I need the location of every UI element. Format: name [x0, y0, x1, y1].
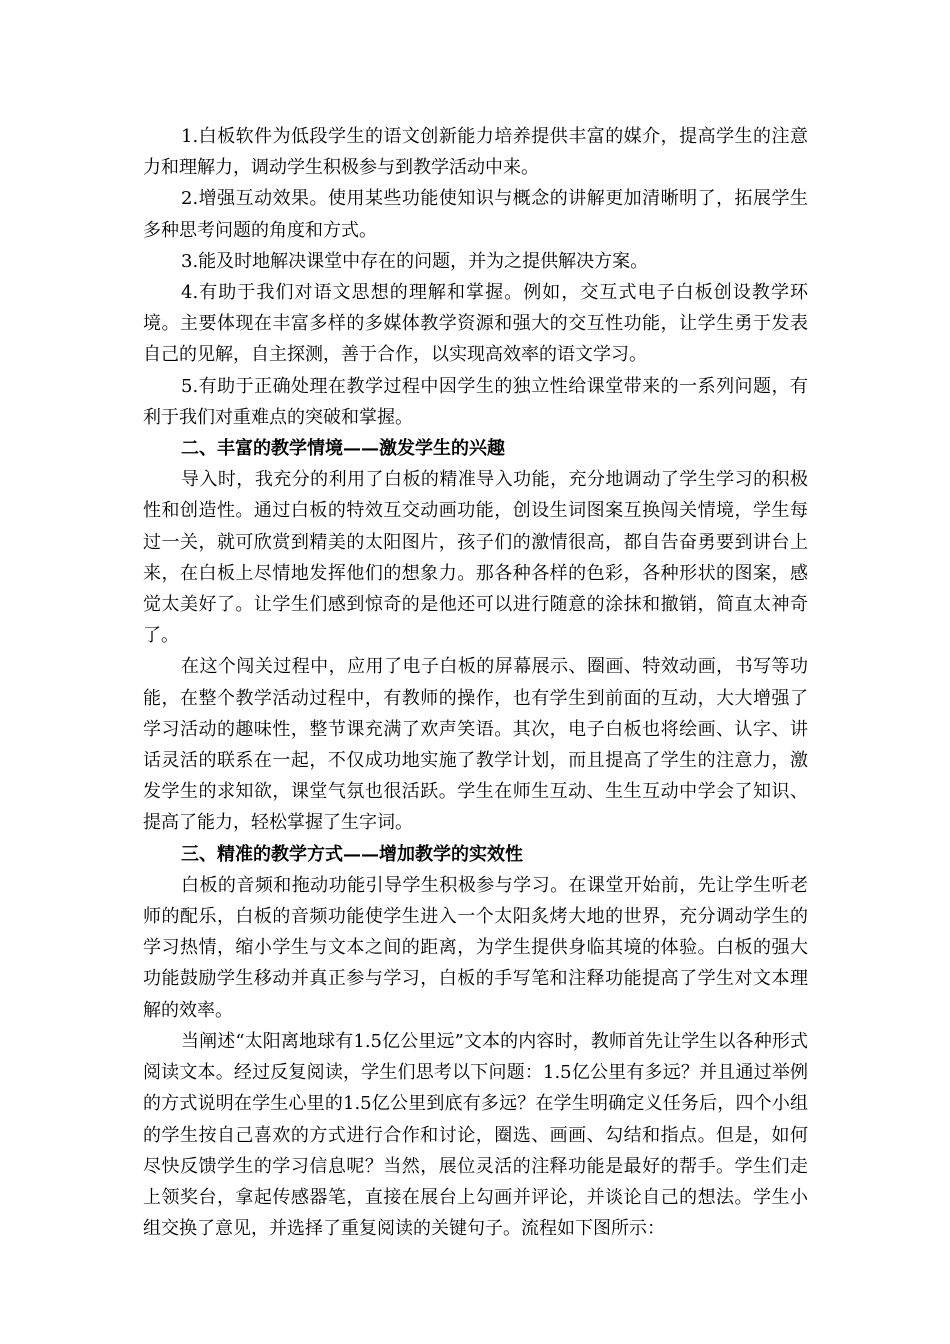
- paragraph-point-4: 4.有助于我们对语文思想的理解和掌握。例如，交互式电子白板创设教学环境。主要体现在丰富多样的多媒体教学资源和强大的交互性功能，让学生勇于发表自己的见解，自主探测，善于合作，以实现高效率的语文学习。: [143, 282, 808, 366]
- paragraph-intro-activity: 导入时，我充分的利用了白板的精准导入功能，充分地调动了学生学习的积极性和创造性。通过白板的特效互交动画功能，创设生词图案互换闯关情境，学生每过一关，就可欣赏到精美的太阳图片，孩子们的激情很高，都自告奋勇要到讲台上来，在白板上尽情地发挥他们的想象力。那各种各样的色彩，各种形状的图案，感觉太美好了。让学生们感到惊奇的是他还可以进行随意的涂抹和撤销，简直太神奇了。: [143, 469, 808, 647]
- section-heading-3: 三、精准的教学方式——增加教学的实效性: [181, 843, 523, 865]
- paragraph-audio-drag: 白板的音频和拖动功能引导学生积极参与学习。在课堂开始前，先让学生听老师的配乐，白板的音频功能使学生进入一个太阳炙烤大地的世界，充分调动学生的学习热情，缩小学生与文本之间的距离，为学生提供身临其境的体验。白板的强大功能鼓励学生移动并真正参与学习，白板的手写笔和注释功能提高了学生对文本理解的效率。: [143, 874, 808, 1021]
- paragraph-distance-example: 当阐述“太阳离地球有1.5亿公里远”文本的内容时，教师首先让学生以各种形式阅读文本。经过反复阅读，学生们思考以下问题：1.5亿公里有多远？并且通过举例的方式说明在学生心里的1.5亿公里到底有多远？在学生明确定义任务后，四个小组的学生按自己喜欢的方式进行合作和讨论，圈选、画画、勾结和指点。但是，如何尽快反馈学生的学习信息呢？当然，展位灵活的注释功能是最好的帮手。学生们走上领奖台，拿起传感器笔，直接在展台上勾画并评论，并谈论自己的想法。学生小组交换了意见，并选择了重复阅读的关键句子。流程如下图所示：: [143, 1030, 808, 1240]
- document-body: [143, 121, 808, 1244]
- paragraph-point-3: 3.能及时地解决课堂中存在的问题，并为之提供解决方案。: [181, 250, 649, 272]
- paragraph-level-process: 在这个闯关过程中，应用了电子白板的屏幕展示、圈画、特效动画，书写等功能，在整个教学活动过程中，有教师的操作，也有学生到前面的互动，大大增强了学习活动的趣味性，整节课充满了欢声笑语。其次，电子白板也将绘画、认字、讲话灵活的联系在一起，不仅成功地实施了教学计划，而且提高了学生的注意力，激发学生的求知欲，课堂气氛也很活跃。学生在师生互动、生生互动中学会了知识、提高了能力，轻松掌握了生字词。: [143, 656, 808, 834]
- paragraph-point-1: 1.白板软件为低段学生的语文创新能力培养提供丰富的媒介，提高学生的注意力和理解力，调动学生积极参与到教学活动中来。: [143, 126, 808, 179]
- paragraph-point-5: 5.有助于正确处理在教学过程中因学生的独立性给课堂带来的一系列问题，有利于我们对重难点的突破和掌握。: [143, 375, 808, 428]
- paragraph-point-2: 2.增强互动效果。使用某些功能使知识与概念的讲解更加清晰明了，拓展学生多种思考问题的角度和方式。: [143, 188, 808, 241]
- section-heading-2: 二、丰富的教学情境——激发学生的兴趣: [181, 438, 505, 460]
